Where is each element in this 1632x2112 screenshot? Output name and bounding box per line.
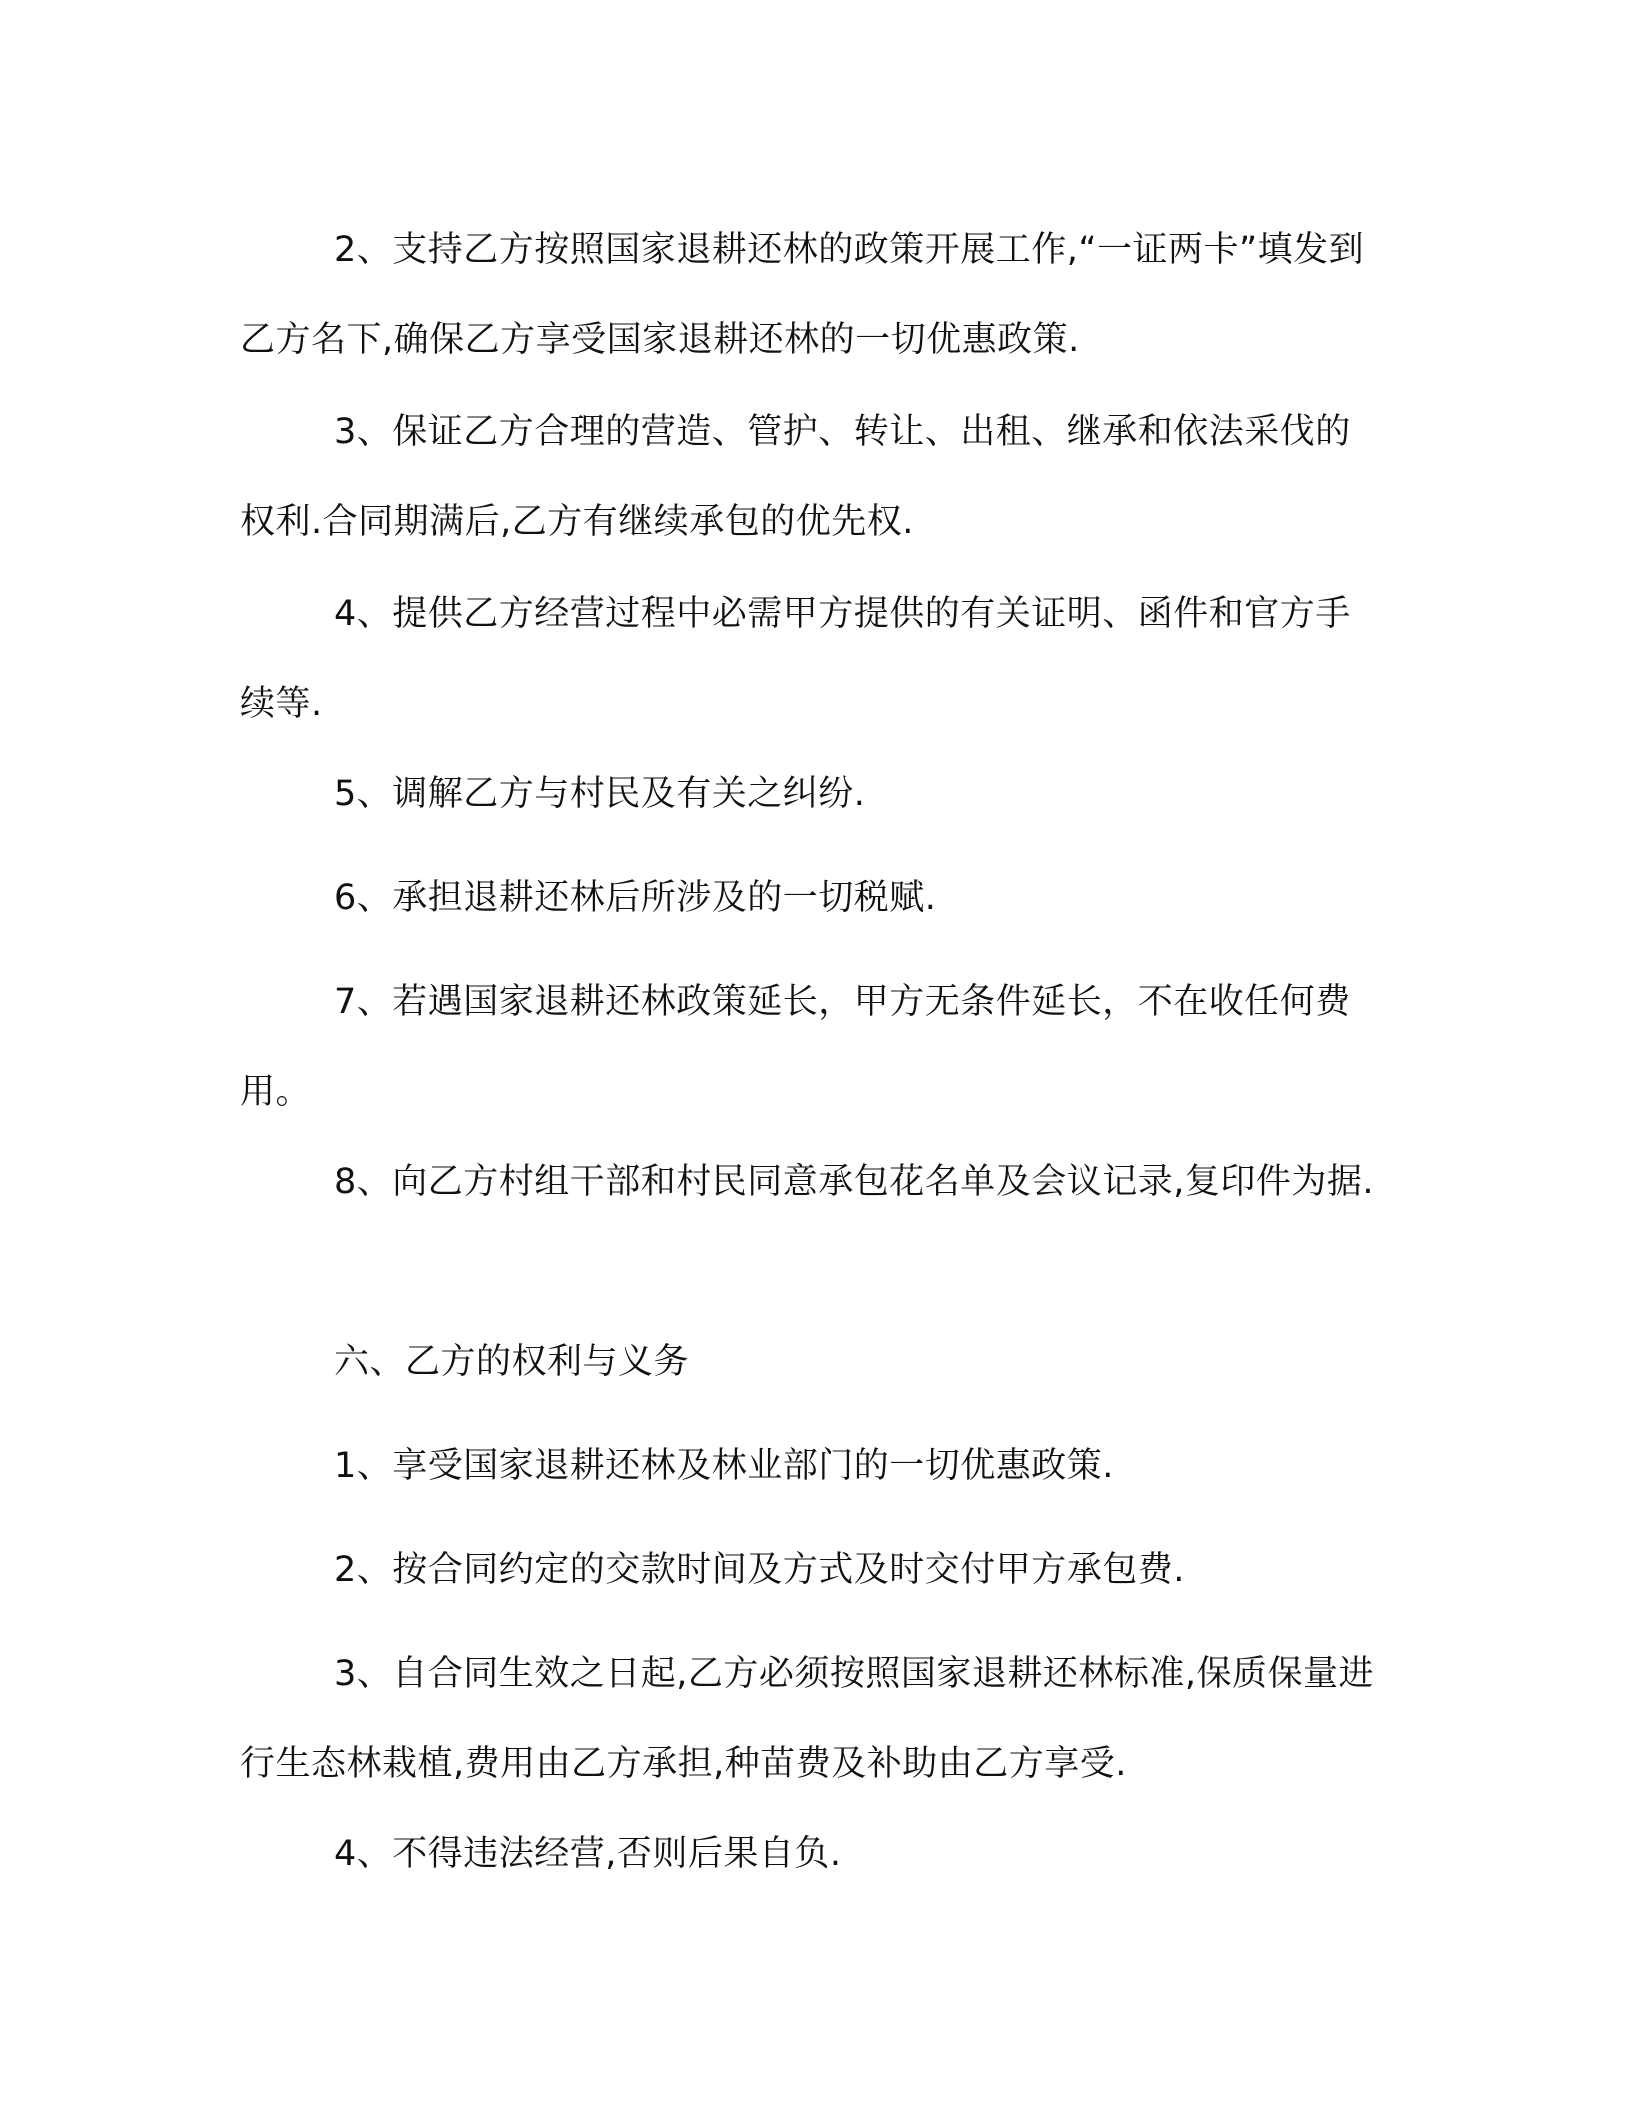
paragraph-party-b-1: 1、享受国家退耕还林及林业部门的一切优惠政策.	[334, 1446, 1114, 1486]
paragraph-party-b-3: 3、自合同生效之日起,乙方必须按照国家退耕还林标准,保质保量进行生态林栽植,费用由乙方承担,种苗费及补助由乙方享受.	[240, 1654, 1375, 1784]
paragraph-party-b-4: 4、不得违法经营,否则后果自负.	[334, 1834, 842, 1874]
section-heading-party-b: 六、乙方的权利与义务	[334, 1342, 690, 1382]
paragraph-party-a-8: 8、向乙方村组干部和村民同意承包花名单及会议记录,复印件为据.	[334, 1162, 1375, 1202]
paragraph-party-a-7: 7、若遇国家退耕还林政策延长，甲方无条件延长，不在收任何费用。	[240, 982, 1351, 1112]
paragraph-party-a-2: 2、支持乙方按照国家退耕还林的政策开展工作,“一证两卡”填发到乙方名下,确保乙方享受国家退耕还林的一切优惠政策.	[240, 230, 1365, 360]
paragraph-party-a-3: 3、保证乙方合理的营造、管护、转让、出租、继承和依法采伐的权利.合同期满后,乙方有继续承包的优先权.	[240, 412, 1351, 542]
paragraph-party-a-5: 5、调解乙方与村民及有关之纠纷.	[334, 774, 866, 814]
paragraph-party-b-2: 2、按合同约定的交款时间及方式及时交付甲方承包费.	[334, 1550, 1185, 1590]
paragraph-party-a-6: 6、承担退耕还林后所涉及的一切税赋.	[334, 878, 937, 918]
paragraph-party-a-4: 4、提供乙方经营过程中必需甲方提供的有关证明、函件和官方手续等.	[240, 594, 1351, 724]
